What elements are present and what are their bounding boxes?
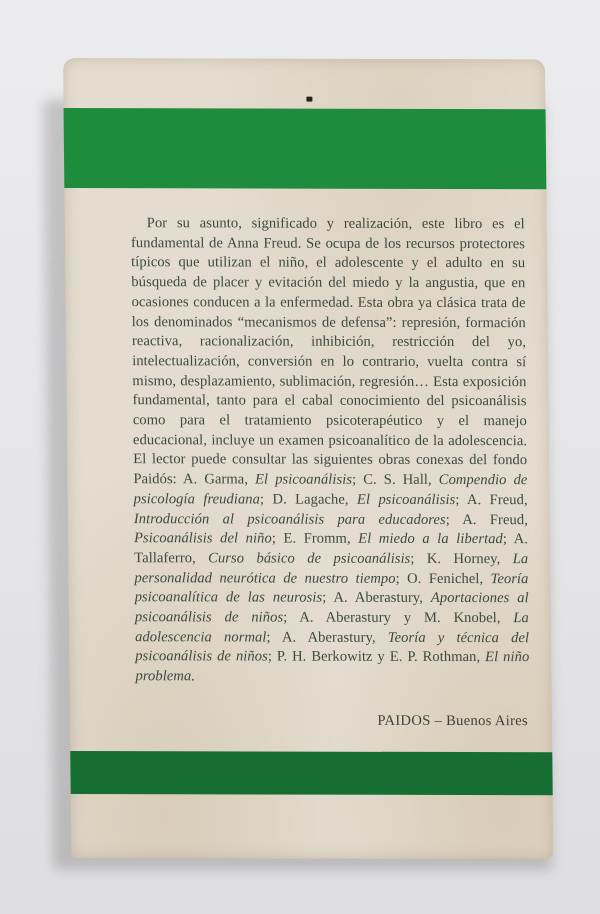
blurb-text: ; E. Fromm, <box>271 530 359 548</box>
blurb-text: ; C. S. Hall, <box>351 471 439 489</box>
cover-blurb <box>131 214 530 688</box>
blurb-text: ; K. Horney, <box>410 550 513 568</box>
blurb-text: ; A. Tallaferro, <box>134 531 529 567</box>
book-title-reference: La adolescencia normal <box>134 610 529 646</box>
blurb-text: ; O. Fenichel, <box>395 570 491 587</box>
blurb-text: ; A. Aberastury, <box>266 629 388 646</box>
book-back-cover <box>63 58 553 859</box>
blurb-text: ; A. Freud, <box>455 491 528 509</box>
green-band-bottom <box>70 751 552 795</box>
book-title-reference: El niño problema. <box>135 649 530 685</box>
cover-blemish <box>306 97 312 102</box>
book-title-reference: Introducción al psicoanálisis para educadores <box>133 510 446 528</box>
book-title-reference: El psicoanálisis <box>356 491 456 508</box>
publisher-imprint: PAIDOS – Buenos Aires <box>377 712 529 730</box>
blurb-text: ; A. Aberastury, <box>322 590 431 607</box>
green-band-top <box>64 108 547 189</box>
book-title-reference: El psicoanálisis <box>254 471 353 488</box>
blurb-text: ; P. H. Berkowitz y E. P. Rothman, <box>267 648 486 666</box>
book-title-reference: Compendio de psicología freudiana <box>133 472 528 508</box>
book-title-reference: Curso básico de psicoanálisis <box>208 550 411 567</box>
blurb-text: Por su asunto, significado y realización, este libro es el fundamental de Anna Freud. Se ocupa de los recursos protectores típicos que utilizan el niño, el adolescente y el adulto en su búsqueda de placer y evitación del miedo y la angustia, que en ocasiones conducen a la enfermedad. Esta obra ya clásica trata de los denominados “mecanismos de defensa”: represión, formación reactiva, racionalización, inhibición, restricción del yo, intelectualización, conversión en lo contrario, vuelta contra sí mismo, desplazamiento, sublimación, regresión… Esta exposición fundamental, tanto para el cabal conocimiento del psicoanálisis como para el tratamiento psicoterapéutico y el manejo educacional, incluye un examen psicoanalítico de la adolescencia. El lector puede consultar las siguientes obras conexas del fondo Paidós: A. Garma, <box>130 215 528 488</box>
book-title-reference: Aportaciones al psicoanálisis de niños <box>134 590 529 626</box>
book-title-reference: Teoría psicoanalítica de las neurosis <box>134 570 529 607</box>
blurb-text: ; A. Aberastury y M. Knobel, <box>283 609 514 627</box>
blurb-paragraph <box>131 214 530 688</box>
book-title-reference: La personalidad neurótica de nuestro tiempo <box>134 551 529 587</box>
blurb-text: ; D. Lagache, <box>259 491 358 508</box>
book-title-reference: Psicoanálisis del niño <box>133 530 272 547</box>
book-title-reference: Teoría y técnica del psicoanálisis de niños <box>135 629 530 665</box>
book-title-reference: El miedo a la libertad <box>358 531 503 548</box>
blurb-text: ; A. Freud, <box>445 511 528 528</box>
